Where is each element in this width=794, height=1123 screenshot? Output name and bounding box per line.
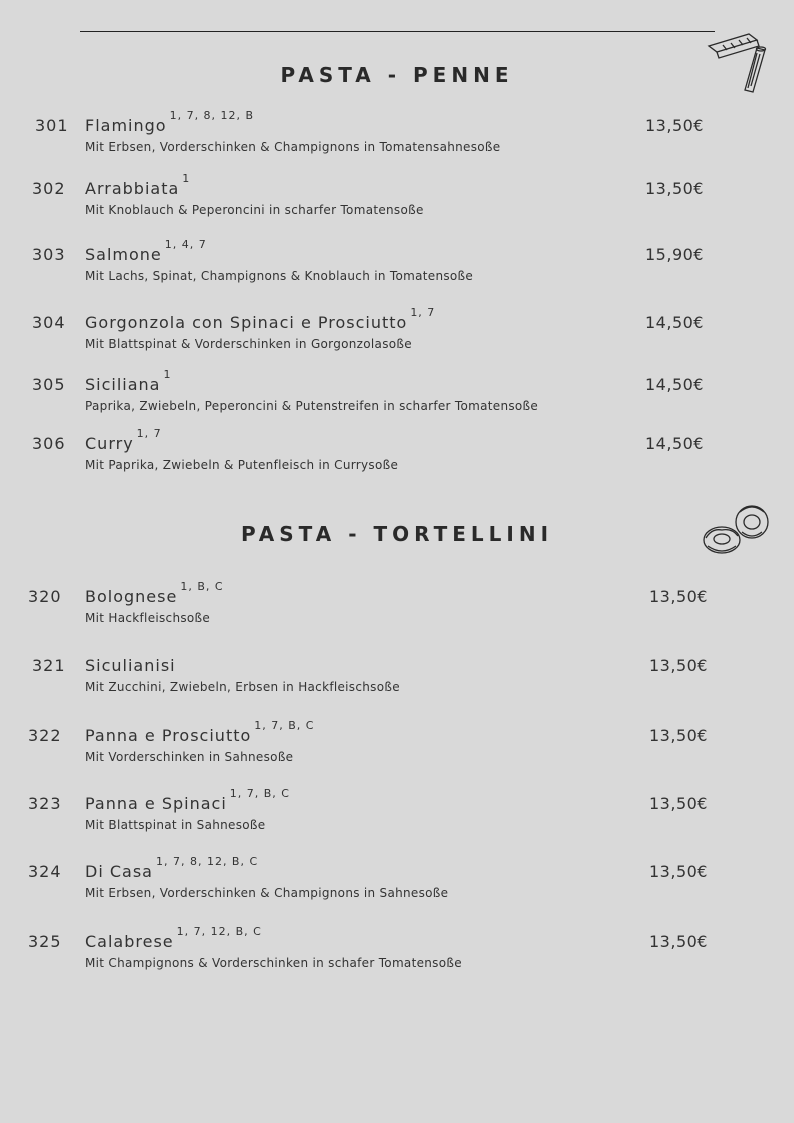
- item-description: Paprika, Zwiebeln, Peperoncini & Putenstreifen in scharfer Tomatensoße: [85, 399, 539, 413]
- item-name-line: [85, 656, 179, 675]
- item-allergens: 1, B, C: [180, 580, 224, 593]
- item-name: Calabrese: [85, 932, 174, 951]
- item-name-line: [85, 787, 290, 813]
- item-number: 305: [32, 375, 66, 394]
- item-description: Mit Erbsen, Vorderschinken & Champignons in Tomatensahnesoße: [85, 140, 501, 154]
- item-number: 304: [32, 313, 66, 332]
- item-name-line: [85, 109, 255, 135]
- item-number: 320: [28, 587, 62, 606]
- item-description: Mit Champignons & Vorderschinken in schafer Tomatensoße: [85, 956, 462, 970]
- item-allergens: 1, 7, B, C: [254, 719, 315, 732]
- item-description: Mit Paprika, Zwiebeln & Putenfleisch in Currysoße: [85, 458, 399, 472]
- item-description: Mit Zucchini, Zwiebeln, Erbsen in Hackfleischsoße: [85, 680, 400, 694]
- item-name-line: [85, 580, 224, 606]
- item-allergens: 1, 4, 7: [164, 238, 207, 251]
- item-name-line: [85, 855, 259, 881]
- item-number: 306: [32, 434, 66, 453]
- item-number: 324: [28, 862, 62, 881]
- menu-item: [0, 787, 794, 838]
- item-price: 13,50€: [649, 862, 708, 881]
- item-price: 13,50€: [649, 587, 708, 606]
- item-description: Mit Vorderschinken in Sahnesoße: [85, 750, 294, 764]
- item-allergens: 1, 7, 8, 12, B: [169, 109, 255, 122]
- item-name-line: [85, 368, 172, 394]
- item-price: 13,50€: [645, 116, 704, 135]
- item-number: 303: [32, 245, 66, 264]
- item-allergens: 1, 7: [410, 306, 436, 319]
- item-name: Panna e Prosciutto: [85, 726, 252, 745]
- item-description: Mit Knoblauch & Peperoncini in scharfer Tomatensoße: [85, 203, 424, 217]
- item-name: Siciliana: [85, 375, 161, 394]
- item-number: 325: [28, 932, 62, 951]
- item-price: 13,50€: [649, 726, 708, 745]
- item-description: Mit Blattspinat & Vorderschinken in Gorgonzolasoße: [85, 337, 412, 351]
- item-price: 13,50€: [649, 656, 708, 675]
- item-price: 13,50€: [649, 932, 708, 951]
- item-price: 13,50€: [649, 794, 708, 813]
- item-allergens: 1, 7, 12, B, C: [176, 925, 262, 938]
- item-number: 323: [28, 794, 62, 813]
- item-price: 14,50€: [645, 313, 704, 332]
- item-price: 14,50€: [645, 434, 704, 453]
- menu-item: [0, 172, 794, 223]
- menu-item: [0, 580, 794, 631]
- menu-item: [0, 368, 794, 419]
- item-name: Flamingo: [85, 116, 167, 135]
- menu-item: [0, 109, 794, 160]
- item-name: Arrabbiata: [85, 179, 180, 198]
- menu-item: [0, 306, 794, 357]
- menu-item: [0, 427, 794, 478]
- menu-item: [0, 656, 794, 700]
- item-price: 13,50€: [645, 179, 704, 198]
- menu-item: [0, 238, 794, 289]
- item-name: Panna e Spinaci: [85, 794, 227, 813]
- section-title-tortellini: PASTA - TORTELLINI: [240, 522, 554, 546]
- item-allergens: 1, 7, 8, 12, B, C: [155, 855, 259, 868]
- item-description: Mit Hackfleischsoße: [85, 611, 211, 625]
- item-allergens: 1, 7, B, C: [229, 787, 290, 800]
- item-number: 302: [32, 179, 66, 198]
- item-number: 322: [28, 726, 62, 745]
- top-divider: [80, 31, 715, 32]
- menu-item: [0, 719, 794, 770]
- menu-item: [0, 925, 794, 976]
- item-name-line: [85, 238, 207, 264]
- item-allergens: 1, 7: [136, 427, 162, 440]
- item-description: Mit Erbsen, Vorderschinken & Champignons in Sahnesoße: [85, 886, 449, 900]
- item-price: 15,90€: [645, 245, 704, 264]
- item-name-line: [85, 306, 436, 332]
- item-name-line: [85, 427, 162, 453]
- item-name: Bolognese: [85, 587, 178, 606]
- item-allergens: 1: [182, 172, 191, 185]
- item-name: Curry: [85, 434, 134, 453]
- item-allergens: 1: [163, 368, 172, 381]
- menu-item: [0, 855, 794, 906]
- item-name-line: [85, 172, 191, 198]
- item-description: Mit Blattspinat in Sahnesoße: [85, 818, 266, 832]
- item-name-line: [85, 925, 262, 951]
- item-price: 14,50€: [645, 375, 704, 394]
- item-description: Mit Lachs, Spinat, Champignons & Knoblauch in Tomatensoße: [85, 269, 474, 283]
- item-number: 301: [35, 116, 69, 135]
- item-name-line: [85, 719, 315, 745]
- item-name: Gorgonzola con Spinaci e Prosciutto: [85, 313, 408, 332]
- item-name: Siculianisi: [85, 656, 176, 675]
- item-number: 321: [32, 656, 66, 675]
- item-name: Salmone: [85, 245, 162, 264]
- item-name: Di Casa: [85, 862, 153, 881]
- section-title-penne: PASTA - PENNE: [280, 63, 514, 87]
